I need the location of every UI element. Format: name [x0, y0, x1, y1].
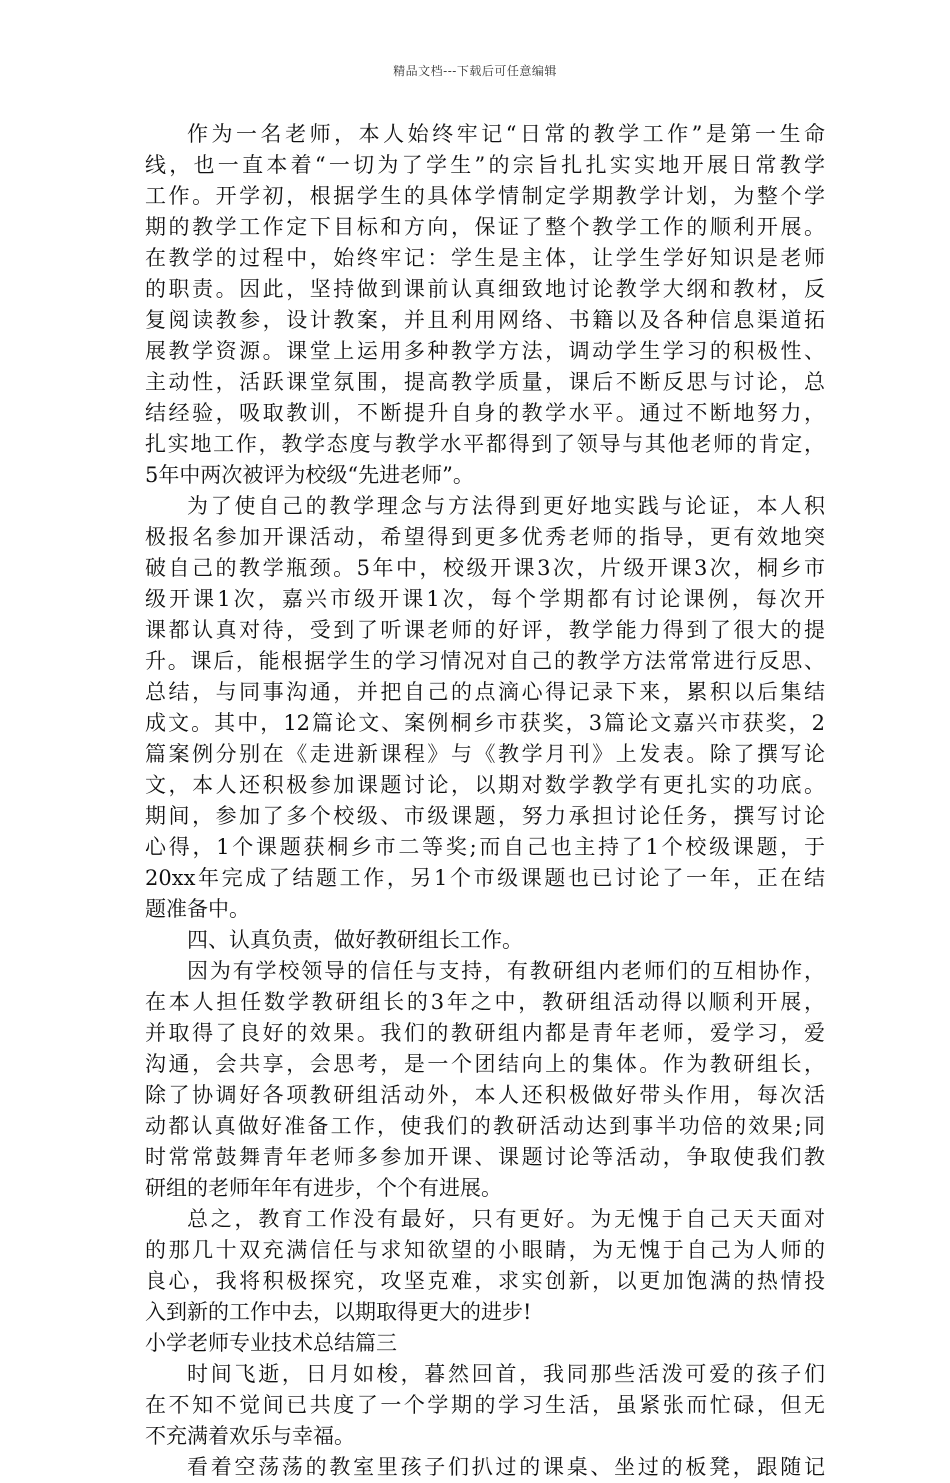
document-body: [145, 119, 825, 1483]
text-line: 线，也一直本着“一切为了学生”的宗旨扎扎实实地开展日常教学: [145, 153, 825, 177]
text-line: 成文。其中，12篇论文、案例桐乡市获奖，3篇论文嘉兴市获奖，2: [145, 711, 825, 735]
text-line: 展教学资源。课堂上运用多种教学方法，调动学生学习的积极性、: [145, 339, 825, 363]
text-line: 为了使自己的教学理念与方法得到更好地实践与论证，本人积: [187, 494, 825, 518]
text-line: 并取得了良好的效果。我们的教研组内都是青年老师，爱学习，爱: [145, 1021, 825, 1045]
text-line: 入到新的工作中去，以期取得更大的进步!: [145, 1300, 532, 1324]
text-line: 升。课后，能根据学生的学习情况对自己的教学方法常常进行反思、: [145, 649, 825, 673]
text-line: 课都认真对待，受到了听课老师的好评，教学能力得到了很大的提: [145, 618, 825, 642]
text-line: 在不知不觉间已共度了一个学期的学习生活，虽紧张而忙碌，但无: [145, 1393, 825, 1417]
page-header: 精品文档---下载后可任意编辑: [393, 64, 557, 78]
text-line: 在教学的过程中，始终牢记：学生是主体，让学生学好知识是老师: [145, 246, 825, 270]
text-line: 研组的老师年年有进步，个个有进展。: [145, 1176, 502, 1200]
text-line: 极报名参加开课活动，希望得到更多优秀老师的指导，更有效地突: [145, 525, 825, 549]
text-line: 不充满着欢乐与幸福。: [145, 1424, 355, 1448]
text-line: 沟通，会共享，会思考，是一个团结向上的集体。作为教研组长，: [145, 1052, 825, 1076]
text-line: 篇案例分别在《走进新课程》与《教学月刊》上发表。除了撰写论: [145, 742, 825, 766]
section-heading: 小学老师专业技术总结篇三: [145, 1331, 397, 1355]
text-line: 心得，1个课题获桐乡市二等奖;而自己也主持了1个校级课题，于: [145, 835, 825, 859]
text-line: 结经验，吸取教训，不断提升自身的教学水平。通过不断地努力，: [145, 401, 825, 425]
text-line: 期的教学工作定下目标和方向，保证了整个教学工作的顺利开展。: [145, 215, 825, 239]
text-line: 5年中两次被评为校级“先进老师”。: [145, 463, 474, 487]
text-line: 看着空荡荡的教室里孩子们扒过的课桌、坐过的板凳，跟随记: [187, 1455, 825, 1479]
text-line: 因为有学校领导的信任与支持，有教研组内老师们的互相协作，: [187, 959, 825, 983]
text-line: 题准备中。: [145, 897, 250, 921]
text-line: 的职责。因此，坚持做到课前认真细致地讨论教学大纲和教材，反: [145, 277, 825, 301]
text-line: 良心，我将积极探究，攻坚克难，求实创新，以更加饱满的热情投: [145, 1269, 825, 1293]
text-line: 时常常鼓舞青年老师多参加开课、课题讨论等活动，争取使我们教: [145, 1145, 825, 1169]
text-line: 20xx年完成了结题工作，另1个市级课题也已讨论了一年，正在结: [145, 866, 825, 890]
text-line: 文，本人还积极参加课题讨论，以期对数学教学有更扎实的功底。: [145, 773, 825, 797]
text-line: 扎实地工作，教学态度与教学水平都得到了领导与其他老师的肯定，: [145, 432, 825, 456]
text-line: 作为一名老师，本人始终牢记“日常的教学工作”是第一生命: [187, 122, 825, 146]
text-line: 动都认真做好准备工作，使我们的教研活动达到事半功倍的效果;同: [145, 1114, 825, 1138]
text-line: 四、认真负责，做好教研组长工作。: [187, 928, 523, 952]
text-line: 破自己的教学瓶颈。5年中，校级开课3次，片级开课3次，桐乡市: [145, 556, 825, 580]
text-line: 的那几十双充满信任与求知欲望的小眼睛，为无愧于自己为人师的: [145, 1238, 825, 1262]
text-line: 复阅读教参，设计教案，并且利用网络、书籍以及各种信息渠道拓: [145, 308, 825, 332]
text-line: 在本人担任数学教研组长的3年之中，教研组活动得以顺利开展，: [145, 990, 825, 1014]
text-line: 级开课1次，嘉兴市级开课1次，每个学期都有讨论课例，每次开: [145, 587, 825, 611]
text-line: 期间，参加了多个校级、市级课题，努力承担讨论任务，撰写讨论: [145, 804, 825, 828]
text-line: 除了协调好各项教研组活动外，本人还积极做好带头作用，每次活: [145, 1083, 825, 1107]
text-line: 时间飞逝，日月如梭，暮然回首，我同那些活泼可爱的孩子们: [187, 1362, 825, 1386]
text-line: 总结，与同事沟通，并把自己的点滴心得记录下来，累积以后集结: [145, 680, 825, 704]
text-line: 主动性，活跃课堂氛围，提高教学质量，课后不断反思与讨论，总: [145, 370, 825, 394]
text-line: 总之，教育工作没有最好，只有更好。为无愧于自己天天面对: [187, 1207, 825, 1231]
text-line: 工作。开学初，根据学生的具体学情制定学期教学计划，为整个学: [145, 184, 825, 208]
